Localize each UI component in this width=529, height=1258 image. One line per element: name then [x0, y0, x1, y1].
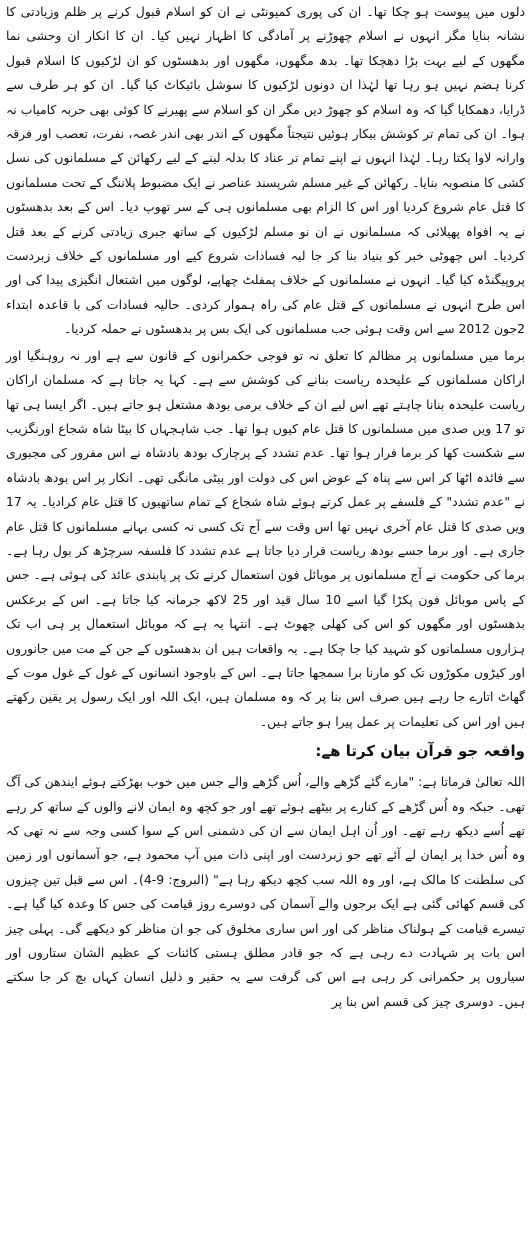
article-paragraph-1: دلوں میں پیوست ہو چکا تھا۔ ان کی پوری کمیونٹی نے ان کو اسلام قبول کرنے پر ظلم وزیادتی کا نشانہ بنایا مگر انہوں نے اسلام چھوڑنے پر آمادگی کا اظہار نہیں کیا۔ ان کا انکار ان وحشی نما مگھوں کے لیے بہت بڑا دھچکا تھا۔ بدھ مگھوں، مگھوں اور بدھسٹوں کو ان لڑکیوں کا اسلام قبول کرنا ہضم نہیں ہو رہا تھا لہٰذا ان دونوں لڑکیوں کا سوشل بائیکاٹ کیا گیا۔ ان کو ہر طرف سے ڈرایا، دھمکایا گیا کہ وہ اسلام کو چھوڑ دیں مگر ان کو اسلام سے پھیرنے کا کوئی بھی حربہ کامیاب نہ ہوا۔ ان کی تمام تر کوشش بیکار ہوئیں نتیجتاً مگھوں کے اندر بھی اندر غصہ، نفرت، تعصب اور فرقہ وارانہ لاوا پکتا رہا۔ لہٰذا انہوں نے اپنے تمام تر عناد کا بدلہ لینے کے لیے رکھائن کے مسلمانوں کی نسل کشی کا منصوبہ بنایا۔ رکھائن کے غیر مسلم شرپسند عناصر نے ایک مضبوط پلاننگ کے تحت مسلمانوں کا قتل عام شروع کردیا اور اس کا الزام بھی مسلمانوں ہی کے سر تھوپ دیا۔ اس کے بعد بدھسٹوں نے یہ افواہ پھیلائی کہ مسلمانوں نے ان نو مسلم لڑکیوں کے ساتھ جبری زیادتی کرنے کے بعد قتل کردیا۔ اس چھوٹی خبر کو بنیاد بنا کر جا لیہ فسادات شروع کیے اور مسلمانوں کے خلاف زبردست پروپیگنڈہ کیا گیا۔ انہوں نے مسلمانوں کے خلاف پمفلٹ چھاپے، لوگوں میں اشتعال انگیزی پیدا کی اور اس طرح انہوں نے مسلمانوں کے قتل عام کی راہ ہموار کردی۔ حالیہ فسادات کی با قاعدہ ابتداء 2جون 2012 سے اس وقت ہوئی جب مسلمانوں کی ایک بس پر بدھسٹوں نے حملہ کردیا۔: [6, 4, 525, 337]
article-paragraph-3: اللہ تعالیٰ فرماتا ہے: "مارے گئے گڑھے والے، اُس گڑھے والے جس میں خوب بھڑکتے ہوئے ایندھن کی آگ تھی۔ جبکہ وہ اُس گڑھے کے کنارے پر بیٹھے ہوئے تھے اور جو کچھ وہ ایمان لانے والوں کے ساتھ کر رہے تھے اُسے دیکھ رہے تھے۔ اور اُن اہل ایمان سے ان کی دشمنی اس کے سوا کسی وجہ سے نہ تھی کہ وہ اُس خدا پر ایمان لے آئے تھے جو زبردست اور اپنی ذات میں آپ محمود ہے، جو آسمانوں اور زمین کی سلطنت کا مالک ہے، اور وہ اللہ سب کچھ دیکھ رہا ہے" (البروج: 9-4)۔ اس سے قبل تین چیزوں کی قسم کھائی گئی ہے ایک برجوں والے آسمان کی دوسرے روز قیامت کی جس کا وعدہ کیا گیا ہے۔ تیسرے قیامت کے ہولناک مناظر کی اور اس ساری مخلوق کی جو ان مناظر کو دیکھے گی۔ پہلی چیز اس بات پر شہادت دے رہی ہے کہ جو قادر مطلق ہستی کائنات کے عظیم الشان ستاروں اور سیاروں پر حکمرانی کر رہی ہے اس کی گرفت سے یہ حقیر و ذلیل انسان کہاں بچ کر جا سکتے ہیں۔ دوسری چیز کی قسم اس بنا پر: [6, 774, 526, 1009]
article-paragraph-2: برما میں مسلمانوں پر مظالم کا تعلق نہ تو فوجی حکمرانوں کے قانون سے ہے اور نہ روہنگیا اور اراکان مسلمانوں کے علیحدہ ریاست بنانے کی کوشش سے ہے۔ کہا یہ جاتا ہے کہ مسلمان اراکان ریاست علیحدہ بنانا چاہتے تھے اس لیے ان کے خلاف برمی بودھ مشتعل ہو جاتے ہیں۔ اگر ایسا ہی تھا تو 17 ویں صدی میں مسلمانوں کا قتل عام کیوں ہوا تھا۔ جب شاہجہاں کا بیٹا شاہ شجاع اورنگزیب سے شکست کھا کر برما فرار ہوا تھا۔ عدم تشدد کے پرچارک بودھ بادشاہ نے اس مفرور کی مجبوری سے فائدہ اٹھا کر اس سے پناہ کے عوض اس کی دولت اور بیٹی مانگی تھی۔ انکار پر اس بودھ بادشاہ نے "عدم تشدد" کے فلسفے پر عمل کرتے ہوئے شاہ شجاع کے تمام ساتھیوں کا قتل عام کرادیا۔ یہ 17 ویں صدی کا قتل عام آخری نہیں تھا اس وقت سے آج تک کسی نہ کسی بہانے مسلمانوں کا قتل عام جاری ہے۔ اور برما جسے بودھ ریاست قرار دیا جاتا ہے عدم تشدد کا فلسفہ سرچڑھ کر بول رہا ہے۔ برما کی حکومت نے آج مسلمانوں پر موبائل فون استعمال کرنے تک پر پابندی عائد کی ہوئی ہے۔ جس کے پاس موبائل فون پکڑا گیا اسے 10 سال قید اور 25 لاکھ جرمانہ کیا جاتا ہے۔ اس کے برعکس بدھسٹوں اور مگھوں کو اس کی کھلی چھوٹ ہے۔ انتہا یہ ہے کہ موبائل استعمال پر ہی اب تک ہزاروں مسلمانوں کو شہید کیا جا چکا ہے۔ یہ واقعات ہیں ان بدھسٹوں کے جن کے مت میں جانوروں اور کیڑوں مکوڑوں تک کو مارنا برا سمجھا جاتا ہے۔ اس کے باوجود انسانوں کے غول کے غول موت کے گھاٹ اتارے جا رہے ہیں صرف اس بنا پر کہ وہ مسلمان ہیں، ایک اللہ اور ایک رسول پر یقین رکھتے ہیں اور اس کی تعلیمات پر عمل پیرا ہو جاتے ہیں۔: [6, 347, 525, 729]
section-heading: واقعہ جو قرآن بیان کرتا ھے:: [315, 742, 525, 761]
